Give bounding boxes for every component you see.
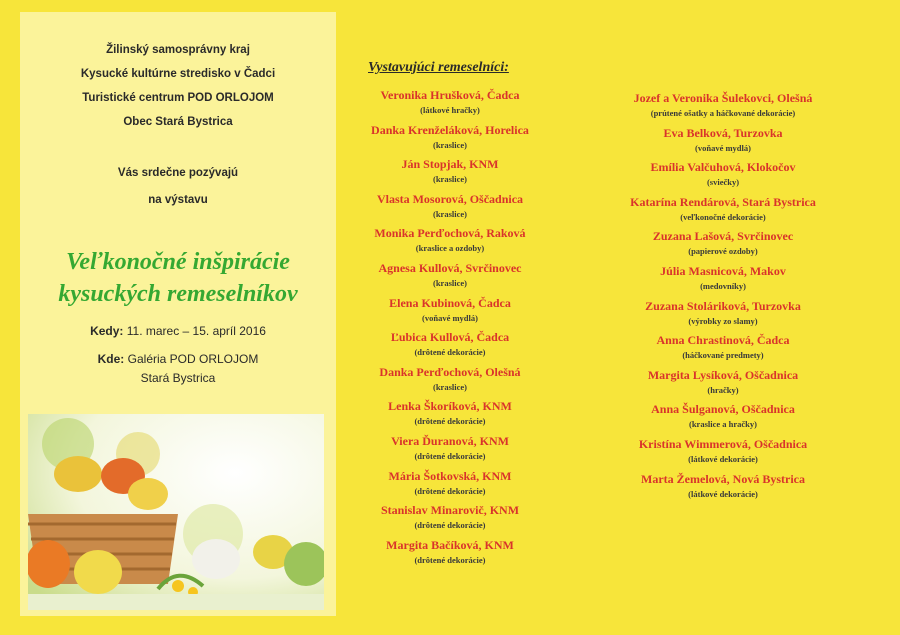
- exhibitor-product: (látkové dekorácie): [688, 488, 758, 499]
- exhibitor-product: (kraslice): [433, 174, 467, 185]
- exhibitor-product: (látkové dekorácie): [688, 454, 758, 464]
- exhibition-title: Veľkonočné inšpirácie: [66, 249, 290, 275]
- exhibitor-name: Anna Šulganová, Oščadnica: [651, 402, 795, 417]
- exhibitor-name: Emília Valčuhová, Klokočov: [650, 160, 796, 175]
- exhibitor-entry: [593, 472, 853, 499]
- exhibitor-entry: [320, 399, 580, 426]
- exhibitor-entry: [320, 88, 580, 115]
- exhibitor-entry: [593, 195, 853, 222]
- exhibitor-product: (drôtené dekorácie): [414, 520, 486, 531]
- exhibitor-entry: [320, 123, 580, 150]
- exhibitor-entry: [320, 192, 580, 219]
- exhibitor-entry: [320, 538, 580, 565]
- venue-value: Galéria POD ORLOJOM: [124, 352, 259, 366]
- exhibitor-name: Margita Bačíková, KNM: [386, 537, 514, 552]
- exhibitor-name: Katarína Rendárová, Stará Bystrica: [630, 194, 816, 209]
- date-label: Kedy:: [90, 324, 124, 338]
- exhibitor-name: Marta Žemelová, Nová Bystrica: [641, 471, 805, 486]
- organizer-line: Kysucké kultúrne stredisko v Čadci: [80, 68, 276, 80]
- exhibitor-product: (kraslice a ozdoby): [415, 243, 485, 254]
- exhibitor-name: Jozef a Veronika Šulekovci, Olešná: [633, 91, 813, 105]
- exhibitor-product: (drôtené dekorácie): [414, 451, 486, 461]
- venue-label: Kde:: [97, 352, 125, 366]
- exhibitor-entry: [320, 157, 580, 184]
- exhibitor-name: Kristína Wimmerová, Oščadnica: [638, 437, 808, 451]
- exhibition-title: kysuckých remeselníkov: [58, 281, 298, 307]
- exhibitor-entry: [593, 368, 853, 395]
- date-line: [20, 324, 336, 338]
- exhibitor-product: (kraslice): [433, 278, 467, 288]
- exhibitor-product: (voňavé mydlá): [422, 312, 478, 323]
- exhibitor-name: Agnesa Kullová, Svrčinovec: [378, 261, 522, 275]
- exhibitor-product: (veľkonočné dekorácie): [680, 211, 766, 222]
- exhibitor-name: Margita Lysíková, Oščadnica: [647, 367, 799, 382]
- exhibitor-entry: [593, 229, 853, 256]
- invitation-text: na výstavu: [148, 194, 208, 206]
- exhibitor-product: (sviečky): [706, 177, 740, 188]
- exhibitor-name: Danka Krenželáková, Horelica: [371, 122, 529, 137]
- exhibitor-product: (hračky): [707, 384, 739, 395]
- exhibitor-product: (kraslice): [433, 381, 467, 392]
- exhibitor-product: (výrobky zo slamy): [688, 315, 758, 326]
- exhibitor-product: (kraslice): [433, 208, 467, 219]
- exhibitor-product: (drôtené dekorácie): [414, 554, 486, 565]
- exhibitor-entry: [593, 91, 853, 118]
- exhibitor-name: Eva Belková, Turzovka: [663, 125, 783, 140]
- exhibitor-name: Ľubica Kullová, Čadca: [390, 330, 510, 345]
- exhibitor-entry: [320, 365, 580, 392]
- exhibitor-product: (drôtené dekorácie): [414, 416, 486, 427]
- organizer-line: Žilinský samosprávny kraj: [106, 44, 250, 56]
- organizer-line: Obec Stará Bystrica: [123, 116, 233, 128]
- exhibitor-name: Júlia Masnicová, Makov: [660, 264, 786, 278]
- exhibitor-product: (kraslice): [433, 139, 467, 150]
- exhibitor-entry: [320, 503, 580, 530]
- exhibitor-product: (látkové hračky): [420, 105, 480, 115]
- exhibitor-entry: [320, 226, 580, 253]
- exhibitor-name: Viera Ďuranová, KNM: [391, 434, 509, 448]
- exhibitor-product: (medovníky): [700, 281, 746, 291]
- invitation-text: Vás srdečne pozývajú: [117, 167, 239, 179]
- exhibitor-entry: [320, 296, 580, 323]
- venue-line: [20, 352, 336, 366]
- exhibitor-name: Ján Stopjak, KNM: [401, 157, 499, 172]
- exhibitor-entry: [593, 160, 853, 187]
- exhibitor-entry: [320, 469, 580, 496]
- exhibitor-product: (drôtené dekorácie): [414, 485, 486, 496]
- exhibitor-product: (papierové ozdoby): [688, 246, 758, 257]
- exhibitor-name: Anna Chrastinová, Čadca: [656, 333, 790, 348]
- exhibitor-entry: [320, 434, 580, 461]
- exhibitor-name: Stanislav Minarovič, KNM: [380, 503, 520, 518]
- venue-line-2: Stará Bystrica: [140, 371, 216, 385]
- exhibitor-product: (prútené ošatky a háčkované dekorácie): [650, 108, 796, 118]
- exhibitor-name: Elena Kubinová, Čadca: [389, 295, 511, 310]
- exhibitors-heading: Vystavujúci remeselníci:: [368, 60, 509, 75]
- invitation-panel: [20, 12, 336, 616]
- exhibitor-entry: [593, 402, 853, 429]
- exhibitor-entry: [593, 437, 853, 464]
- exhibitor-name: Zuzana Lašová, Svrčinovec: [652, 229, 794, 244]
- easter-eggs-photo: [28, 414, 324, 610]
- exhibitor-entry: [593, 333, 853, 360]
- exhibitor-product: (voňavé mydlá): [695, 142, 751, 153]
- exhibitor-entry: [593, 126, 853, 153]
- organizer-line: Turistické centrum POD ORLOJOM: [82, 92, 274, 104]
- exhibitor-entry: [320, 330, 580, 357]
- exhibitor-name: Zuzana Stoláriková, Turzovka: [645, 298, 801, 313]
- exhibitor-name: Mária Šotkovská, KNM: [388, 468, 512, 483]
- exhibitor-product: (drôtené dekorácie): [414, 347, 486, 358]
- exhibitor-entry: [593, 264, 853, 291]
- exhibitor-name: Monika Perďochová, Raková: [374, 226, 526, 241]
- exhibitor-name: Lenka Škoríková, KNM: [388, 399, 512, 414]
- exhibitor-entry: [593, 299, 853, 326]
- exhibitor-product: (háčkované predmety): [682, 350, 764, 361]
- exhibitor-name: Veronika Hrušková, Čadca: [380, 88, 520, 102]
- exhibitor-entry: [320, 261, 580, 288]
- exhibitor-name: Vlasta Mosorová, Oščadnica: [376, 191, 524, 206]
- date-value: 11. marec – 15. apríl 2016: [123, 324, 266, 338]
- exhibitor-product: (kraslice a hračky): [689, 419, 757, 430]
- exhibitor-name: Danka Perďochová, Olešná: [379, 364, 521, 379]
